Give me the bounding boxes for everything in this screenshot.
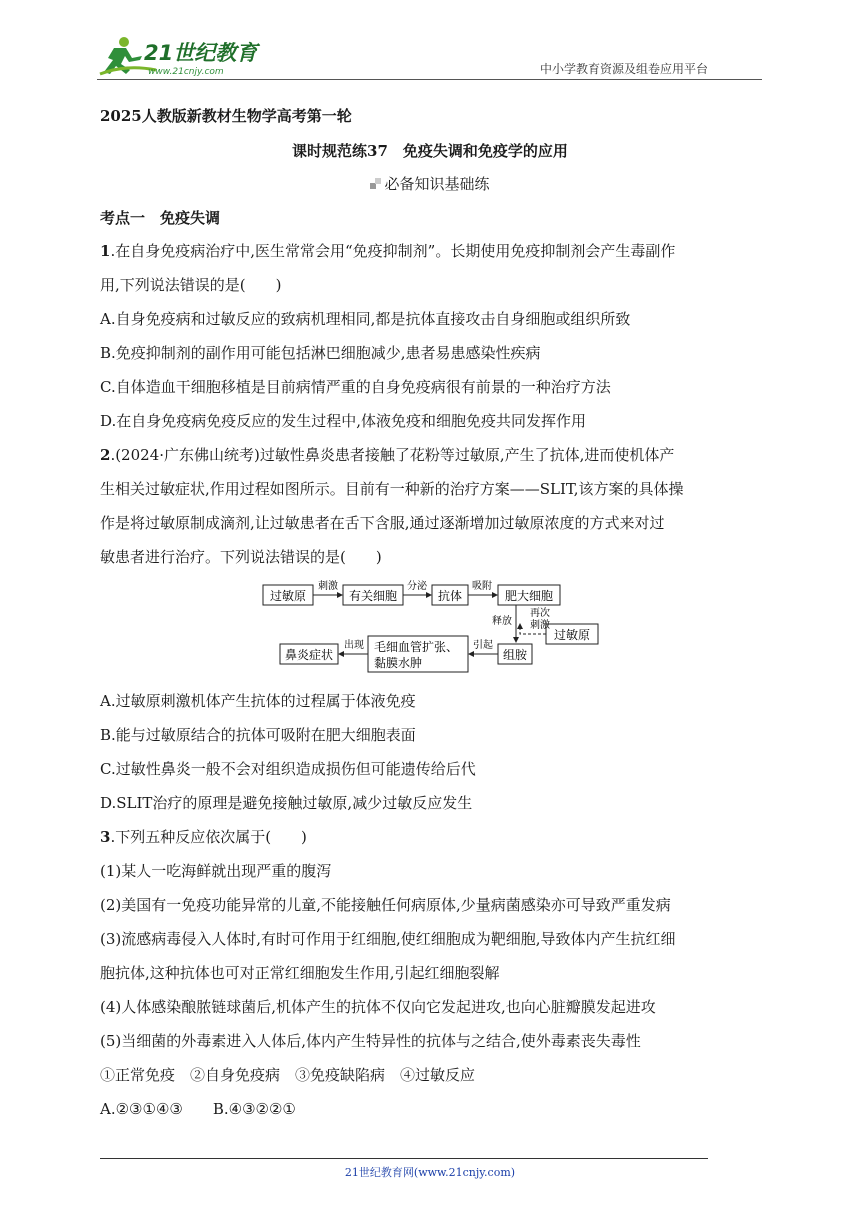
q1-number: 1 [100,242,111,260]
q1-stem-line2: 用,下列说法错误的是( ) [100,276,282,294]
label-again: 再次 [530,608,550,619]
footer-divider [100,1158,708,1159]
label-antibody: 抗体 [437,589,463,603]
header-divider [97,79,762,80]
q3-item-3-cont: 胞抗体,这种抗体也可对正常红细胞发生作用,引起红细胞裂解 [100,964,500,982]
practice-title: 课时规范练37 免疫失调和免疫学的应用 [292,142,568,160]
header-platform-text: 中小学教育资源及组卷应用平台 [540,62,709,76]
q2-option-c[interactable]: C.过敏性鼻炎一般不会对组织造成损伤但可能遗传给后代 [100,760,476,778]
q2-stem-text: .(2024·广东佛山统考)过敏性鼻炎患者接触了花粉等过敏原,产生了抗体,进而使机体产 [110,446,675,464]
label-mast-cell: 肥大细胞 [504,589,554,603]
label-cause: 引起 [473,640,493,651]
label-again-stimulate: 刺激 [530,620,550,631]
label-release: 释放 [492,616,512,627]
q3-choices-legend: ①正常免疫 ②自身免疫病 ③免疫缺陷病 ④过敏反应 [100,1066,476,1084]
topic-heading: 考点一 免疫失调 [100,209,221,227]
q2-option-a[interactable]: A.过敏原刺激机体产生抗体的过程属于体液免疫 [100,692,416,710]
label-secrete: 分泌 [407,581,427,592]
q3-stem [100,826,307,847]
q3-item-4: (4)人体感染酿脓链球菌后,机体产生的抗体不仅向它发起进攻,也向心脏瓣膜发起进攻 [100,998,656,1016]
logo-text: 21世纪教育 [144,41,258,65]
label-stimulate: 刺激 [318,581,338,592]
q1-stem-line1 [100,240,675,261]
section-label [0,173,860,194]
logo-graphic [96,34,266,80]
q3-number: 3 [100,828,111,846]
site-logo[interactable] [96,34,266,80]
q1-option-d[interactable]: D.在自身免疫病免疫反应的发生过程中,体液免疫和细胞免疫共同发挥作用 [100,412,587,430]
q2-option-b[interactable]: B.能与过敏原结合的抗体可吸附在肥大细胞表面 [100,726,416,744]
document-title: 2025人教版新教材生物学高考第一轮 [100,107,352,125]
q3-item-2: (2)美国有一免疫功能异常的儿童,不能接触任何病原体,少量病菌感染亦可导致严重发病 [100,896,671,914]
q2-number: 2 [100,446,111,464]
q2-stem-line3: 作是将过敏原制成滴剂,让过敏患者在舌下含服,通过逐渐增加过敏原浓度的方式来对过 [100,514,665,532]
section-label-text: 必备知识基础练 [384,175,490,193]
q3-options[interactable]: A.②③①④③ B.④③②②① [100,1100,296,1118]
q1-option-a[interactable]: A.自身免疫病和过敏反应的致病机理相同,都是抗体直接攻击自身细胞或组织所致 [100,310,631,328]
q2-stem-line4: 敏患者进行治疗。下列说法错误的是( ) [100,548,382,566]
allergy-process-diagram [258,578,603,675]
q1-option-c[interactable]: C.自体造血干细胞移植是目前病情严重的自身免疫病很有前景的一种治疗方法 [100,378,611,396]
label-appear: 出现 [344,640,364,651]
label-histamine: 组胺 [502,648,528,662]
label-allergen: 过敏原 [269,589,307,603]
label-adsorb: 吸附 [472,581,492,592]
q1-stem-text: .在自身免疫病治疗中,医生常常会用“免疫抑制剂”。长期使用免疫抑制剂会产生毒副作 [110,242,676,260]
q3-stem-text: .下列五种反应依次属于( ) [110,828,307,846]
logo-url: www.21cnjy.com [148,67,224,77]
label-allergen-again: 过敏原 [553,628,591,642]
label-capillary-line2: 黏膜水肿 [374,656,423,670]
q3-item-1: (1)某人一吃海鲜就出现严重的腹泻 [100,862,332,880]
q3-item-3: (3)流感病毒侵入人体时,有时可作用于红细胞,使红细胞成为靶细胞,导致体内产生抗红细 [100,930,676,948]
label-related-cells: 有关细胞 [348,589,398,603]
label-symptom: 鼻炎症状 [284,648,334,662]
section-squares-icon [370,178,382,190]
q2-stem-line2: 生相关过敏症状,作用过程如图所示。目前有一种新的治疗方案——SLIT,该方案的具体操 [100,480,684,498]
q3-item-5: (5)当细菌的外毒素进入人体后,体内产生特异性的抗体与之结合,使外毒素丧失毒性 [100,1032,641,1050]
footer-link[interactable]: 21世纪教育网(www.21cnjy.com) [344,1166,516,1179]
q1-option-b[interactable]: B.免疫抑制剂的副作用可能包括淋巴细胞减少,患者易患感染性疾病 [100,344,541,362]
q2-option-d[interactable]: D.SLIT治疗的原理是避免接触过敏原,减少过敏反应发生 [100,794,473,812]
label-capillary-line1: 毛细血管扩张、 [374,640,459,654]
q2-stem-line1 [100,444,674,465]
